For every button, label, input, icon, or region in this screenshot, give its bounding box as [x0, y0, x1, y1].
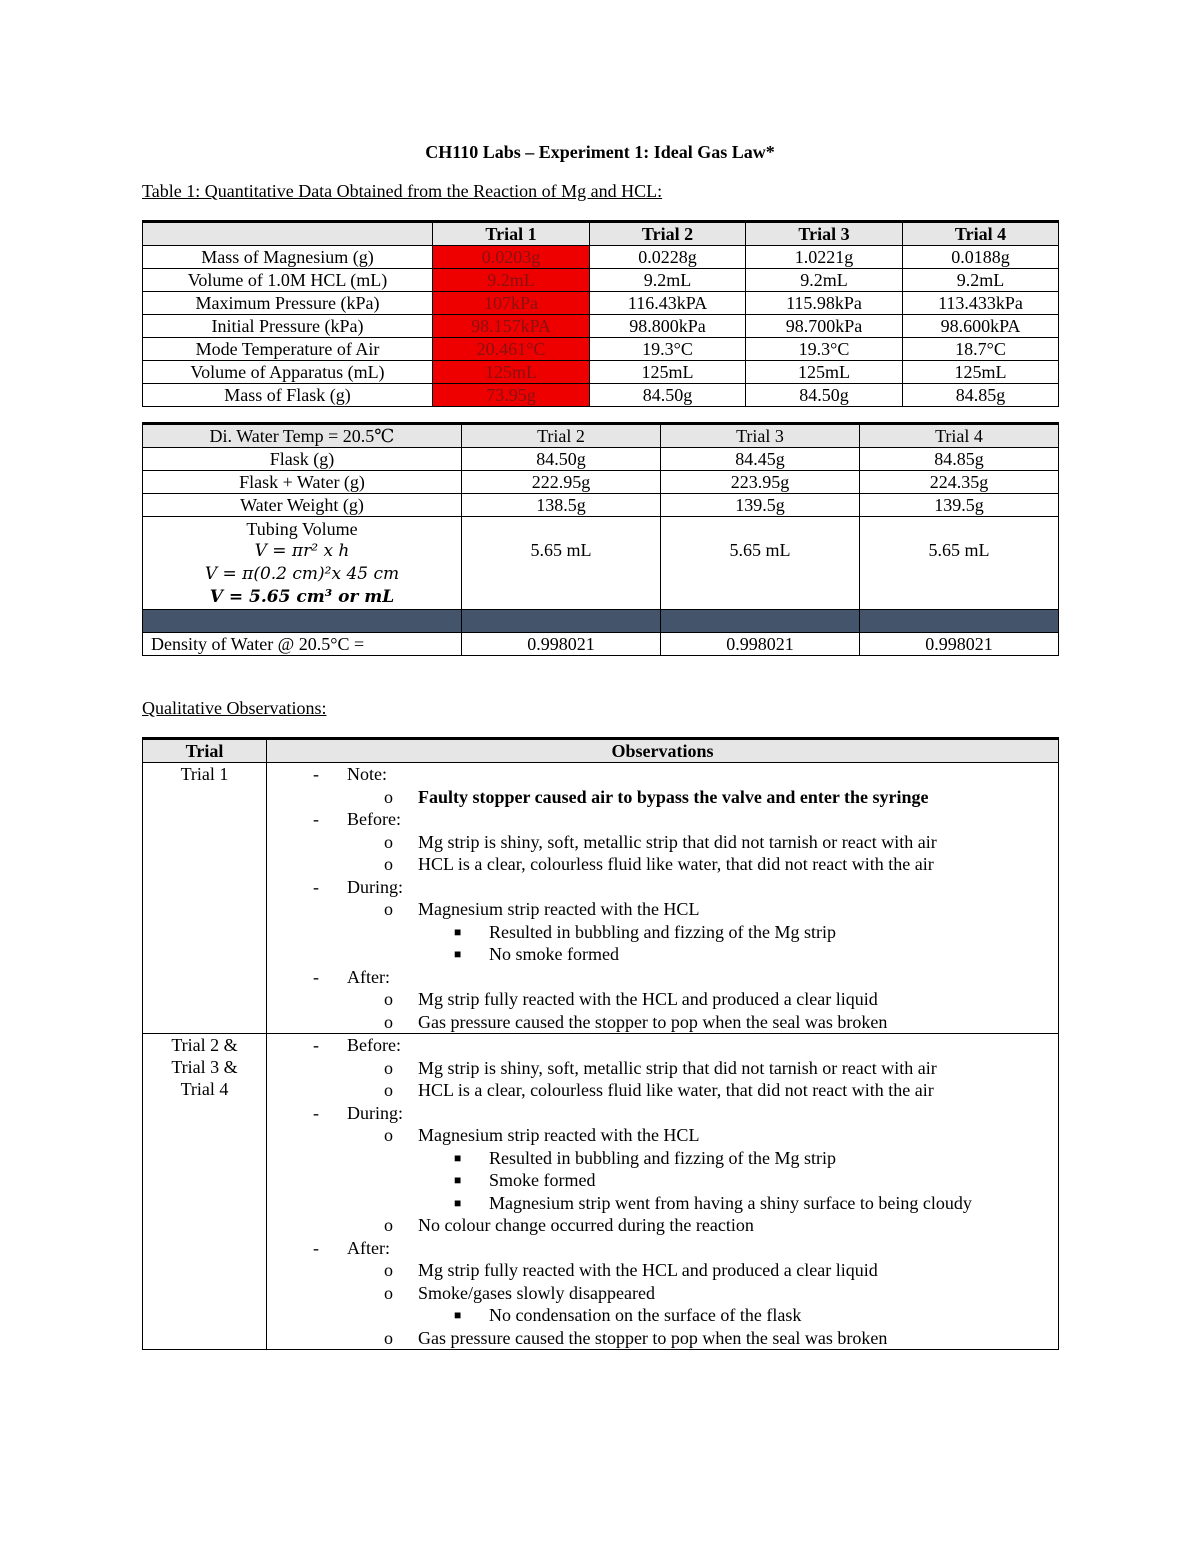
table2-cell-trial3: 139.5g: [661, 494, 860, 517]
table1-cell-trial2: 116.43kPA: [590, 292, 746, 315]
table1-cell-trial1: 0.0203g: [433, 246, 590, 269]
circle-bullet-icon: o: [384, 989, 393, 1009]
table2-header-trial4: Trial 4: [860, 424, 1059, 448]
observation-text: Magnesium strip went from having a shiny surface to being cloudy: [489, 1192, 972, 1213]
table1-cell-trial2: 98.800kPa: [590, 315, 746, 338]
tubing-volume-row: [143, 517, 1059, 610]
observation-item: [267, 1259, 1058, 1282]
density-value-trial3: 0.998021: [661, 633, 860, 656]
table2-header-trial3: Trial 3: [661, 424, 860, 448]
circle-bullet-icon: o: [384, 1125, 393, 1145]
observation-text: Resulted in bubbling and fizzing of the Mg strip: [489, 1147, 836, 1168]
table2-row: [143, 471, 1059, 494]
table2-cell-trial4: 139.5g: [860, 494, 1059, 517]
observation-item: [267, 1169, 1058, 1192]
table1-cell-trial4: 84.85g: [903, 384, 1059, 407]
table2-row-label: Flask (g): [143, 448, 462, 471]
circle-bullet-icon: o: [384, 1057, 393, 1078]
observation-text: HCL is a clear, colourless fluid like water, that did not react with the air: [418, 1080, 934, 1100]
table1-header-blank: [143, 222, 433, 246]
tubing-volume-label: Tubing Volume: [246, 518, 358, 539]
density-value-trial2: 0.998021: [462, 633, 661, 656]
observation-item: [267, 876, 1058, 899]
table1-cell-trial1: 73.95g: [433, 384, 590, 407]
table1-row: [143, 361, 1059, 384]
observation-text: Gas pressure caused the stopper to pop when the seal was broken: [418, 1011, 888, 1032]
dash-bullet-icon: -: [313, 876, 319, 897]
dash-bullet-icon: -: [313, 764, 319, 784]
observations-trial1-list: [267, 763, 1059, 1034]
observation-item: [267, 1102, 1058, 1125]
observations-header-row: [143, 739, 1059, 763]
separator-cell: [860, 610, 1059, 633]
square-bullet-icon: ■: [454, 924, 462, 939]
table1-cell-trial4: 18.7°C: [903, 338, 1059, 361]
square-bullet-icon: ■: [454, 1150, 462, 1165]
table2-cell-trial4: 224.35g: [860, 471, 1059, 494]
table1-cell-trial1: 125mL: [433, 361, 590, 384]
circle-bullet-icon: o: [384, 854, 393, 874]
observation-text: Gas pressure caused the stopper to pop when the seal was broken: [418, 1327, 888, 1348]
table1-header-trial1: Trial 1: [433, 222, 590, 246]
observation-text: No smoke formed: [489, 944, 619, 964]
table1-header-trial3: Trial 3: [746, 222, 903, 246]
tubing-value-trial3: 5.65 mL: [661, 517, 860, 610]
table1-caption: Table 1: Quantitative Data Obtained from the Reaction of Mg and HCL:: [142, 181, 663, 201]
table2-row: [143, 494, 1059, 517]
observation-text: Smoke/gases slowly disappeared: [418, 1282, 655, 1303]
tubing-volume-label-cell: [143, 517, 462, 610]
table2-row-label: Flask + Water (g): [143, 471, 462, 494]
table1-row: [143, 384, 1059, 407]
observation-item: [267, 988, 1058, 1011]
table1-cell-trial2: 125mL: [590, 361, 746, 384]
table1-cell-trial3: 9.2mL: [746, 269, 903, 292]
circle-bullet-icon: o: [384, 1260, 393, 1280]
observation-text: During:: [347, 1102, 403, 1123]
table2-cell-trial2: 222.95g: [462, 471, 661, 494]
table1-cell-trial3: 125mL: [746, 361, 903, 384]
table1-cell-trial2: 84.50g: [590, 384, 746, 407]
table1-row-label: Mass of Magnesium (g): [143, 246, 433, 269]
observation-item: [267, 763, 1058, 786]
observation-text: After:: [347, 966, 390, 987]
trial234-observation-list: [267, 1034, 1058, 1349]
table1-cell-trial3: 98.700kPa: [746, 315, 903, 338]
circle-bullet-icon: o: [384, 1282, 393, 1303]
circle-bullet-icon: o: [384, 831, 393, 852]
table1-cell-trial1: 107kPa: [433, 292, 590, 315]
document-title: CH110 Labs – Experiment 1: Ideal Gas Law*: [425, 142, 775, 162]
circle-bullet-icon: o: [384, 1327, 393, 1348]
square-bullet-icon: ■: [454, 1195, 462, 1210]
circle-bullet-icon: o: [384, 786, 393, 807]
observation-item: [267, 1192, 1058, 1215]
observations-trial234-label: [143, 1034, 267, 1350]
observation-item: [267, 1079, 1058, 1102]
observation-item: [267, 1214, 1058, 1237]
observation-item: [267, 966, 1058, 989]
separator-cell: [661, 610, 860, 633]
observations-header-trial: Trial: [143, 739, 267, 763]
table1-cell-trial3: 115.98kPa: [746, 292, 903, 315]
observation-item: [267, 786, 1058, 809]
observation-text: Note:: [347, 764, 387, 784]
table1-row-label: Initial Pressure (kPa): [143, 315, 433, 338]
observation-item: [267, 808, 1058, 831]
table2-cell-trial2: 84.50g: [462, 448, 661, 471]
table1-cell-trial1: 9.2mL: [433, 269, 590, 292]
observation-text: Faulty stopper caused air to bypass the valve and enter the syringe: [418, 786, 929, 807]
observation-text: Before:: [347, 809, 401, 829]
table1-cell-trial4: 125mL: [903, 361, 1059, 384]
table1-row: [143, 292, 1059, 315]
observation-text: Resulted in bubbling and fizzing of the Mg strip: [489, 921, 836, 942]
water-data-table: [142, 422, 1059, 656]
circle-bullet-icon: o: [384, 899, 393, 919]
dash-bullet-icon: -: [313, 809, 319, 829]
table1-row: [143, 246, 1059, 269]
observation-item: [267, 1124, 1058, 1147]
table1-cell-trial4: 113.433kPa: [903, 292, 1059, 315]
table1-row: [143, 269, 1059, 292]
table1-cell-trial4: 98.600kPA: [903, 315, 1059, 338]
table2-row-label: Water Weight (g): [143, 494, 462, 517]
table1-header-trial2: Trial 2: [590, 222, 746, 246]
trial234-label-line: Trial 2 &: [171, 1035, 238, 1055]
tubing-formula-2: V = π(0.2 cm)²x 45 cm: [204, 563, 400, 584]
table1-row-label: Volume of 1.0M HCL (mL): [143, 269, 433, 292]
observation-text: No colour change occurred during the reaction: [418, 1215, 754, 1235]
dash-bullet-icon: -: [313, 1237, 319, 1258]
table2-cell-trial3: 223.95g: [661, 471, 860, 494]
square-bullet-icon: ■: [454, 1173, 462, 1187]
observation-text: Smoke formed: [489, 1170, 596, 1190]
separator-row: [143, 610, 1059, 633]
observations-trial1-label: Trial 1: [143, 763, 267, 1034]
tubing-value-trial2: 5.65 mL: [462, 517, 661, 610]
circle-bullet-icon: o: [384, 1215, 393, 1235]
table2-cell-trial3: 84.45g: [661, 448, 860, 471]
observation-item: [267, 898, 1058, 921]
table1-cell-trial2: 19.3°C: [590, 338, 746, 361]
table1-cell-trial1: 98.157kPA: [433, 315, 590, 338]
observations-table: [142, 737, 1059, 1350]
observation-text: Mg strip is shiny, soft, metallic strip that did not tarnish or react with air: [418, 1057, 937, 1078]
table2-row: [143, 448, 1059, 471]
dash-bullet-icon: -: [313, 1035, 319, 1055]
tubing-formula-3: V = 5.65 cm³ or mL: [209, 586, 395, 607]
observation-text: Mg strip is shiny, soft, metallic strip that did not tarnish or react with air: [418, 831, 937, 852]
table1-cell-trial3: 1.0221g: [746, 246, 903, 269]
table2-header-water-temp: Di. Water Temp = 20.5℃: [143, 424, 462, 448]
table1-cell-trial2: 9.2mL: [590, 269, 746, 292]
square-bullet-icon: ■: [454, 947, 462, 961]
square-bullet-icon: ■: [454, 1308, 462, 1322]
table1-row-label: Mass of Flask (g): [143, 384, 433, 407]
observations-trial234-list: [267, 1034, 1059, 1350]
table2-header-trial2: Trial 2: [462, 424, 661, 448]
table1-cell-trial2: 0.0228g: [590, 246, 746, 269]
dash-bullet-icon: -: [313, 1102, 319, 1123]
observation-item: [267, 921, 1058, 944]
observation-item: [267, 1282, 1058, 1305]
table1-header-trial4: Trial 4: [903, 222, 1059, 246]
table1-cell-trial3: 19.3°C: [746, 338, 903, 361]
observation-item: [267, 943, 1058, 966]
table1-row-label: Maximum Pressure (kPa): [143, 292, 433, 315]
observation-text: Mg strip fully reacted with the HCL and produced a clear liquid: [418, 1260, 878, 1280]
observations-trial234-row: [143, 1034, 1059, 1350]
table1-row-label: Mode Temperature of Air: [143, 338, 433, 361]
observation-text: No condensation on the surface of the flask: [489, 1305, 802, 1325]
density-value-trial4: 0.998021: [860, 633, 1059, 656]
observation-item: [267, 1011, 1058, 1034]
circle-bullet-icon: o: [384, 1011, 393, 1032]
table2-cell-trial4: 84.85g: [860, 448, 1059, 471]
observation-item: [267, 1237, 1058, 1260]
tubing-value-trial4: 5.65 mL: [860, 517, 1059, 610]
trial234-label-line: Trial 4: [180, 1079, 229, 1099]
table1-cell-trial3: 84.50g: [746, 384, 903, 407]
table1-row: [143, 338, 1059, 361]
observations-header-observations: Observations: [267, 739, 1059, 763]
quantitative-data-table: [142, 220, 1059, 407]
observation-text: Before:: [347, 1035, 401, 1055]
observation-item: [267, 1304, 1058, 1327]
trial234-label-line: Trial 3 &: [171, 1057, 238, 1077]
observations-trial1-row: [143, 763, 1059, 1034]
table2-header-row: [143, 424, 1059, 448]
circle-bullet-icon: o: [384, 1080, 393, 1100]
table2-cell-trial2: 138.5g: [462, 494, 661, 517]
observation-item: [267, 1147, 1058, 1170]
observation-item: [267, 831, 1058, 854]
table1-row: [143, 315, 1059, 338]
dash-bullet-icon: -: [313, 966, 319, 987]
observation-text: HCL is a clear, colourless fluid like water, that did not react with the air: [418, 854, 934, 874]
observations-caption: Qualitative Observations:: [142, 698, 327, 718]
table1-cell-trial4: 0.0188g: [903, 246, 1059, 269]
density-row: [143, 633, 1059, 656]
observation-item: [267, 1327, 1058, 1350]
observation-item: [267, 853, 1058, 876]
separator-cell: [462, 610, 661, 633]
trial1-observation-list: [267, 763, 1058, 1033]
tubing-formula-1: V = πr² x h: [254, 540, 350, 561]
density-label: Density of Water @ 20.5°C =: [143, 633, 462, 656]
table1-header-row: [143, 222, 1059, 246]
table1-row-label: Volume of Apparatus (mL): [143, 361, 433, 384]
observation-item: [267, 1034, 1058, 1057]
observation-text: Magnesium strip reacted with the HCL: [418, 1125, 700, 1145]
table1-cell-trial4: 9.2mL: [903, 269, 1059, 292]
observation-text: Magnesium strip reacted with the HCL: [418, 899, 700, 919]
observation-item: [267, 1057, 1058, 1080]
observation-text: During:: [347, 876, 403, 897]
observation-text: Mg strip fully reacted with the HCL and produced a clear liquid: [418, 989, 878, 1009]
table1-cell-trial1: 20.461°C: [433, 338, 590, 361]
observation-text: After:: [347, 1237, 390, 1258]
separator-cell: [143, 610, 462, 633]
